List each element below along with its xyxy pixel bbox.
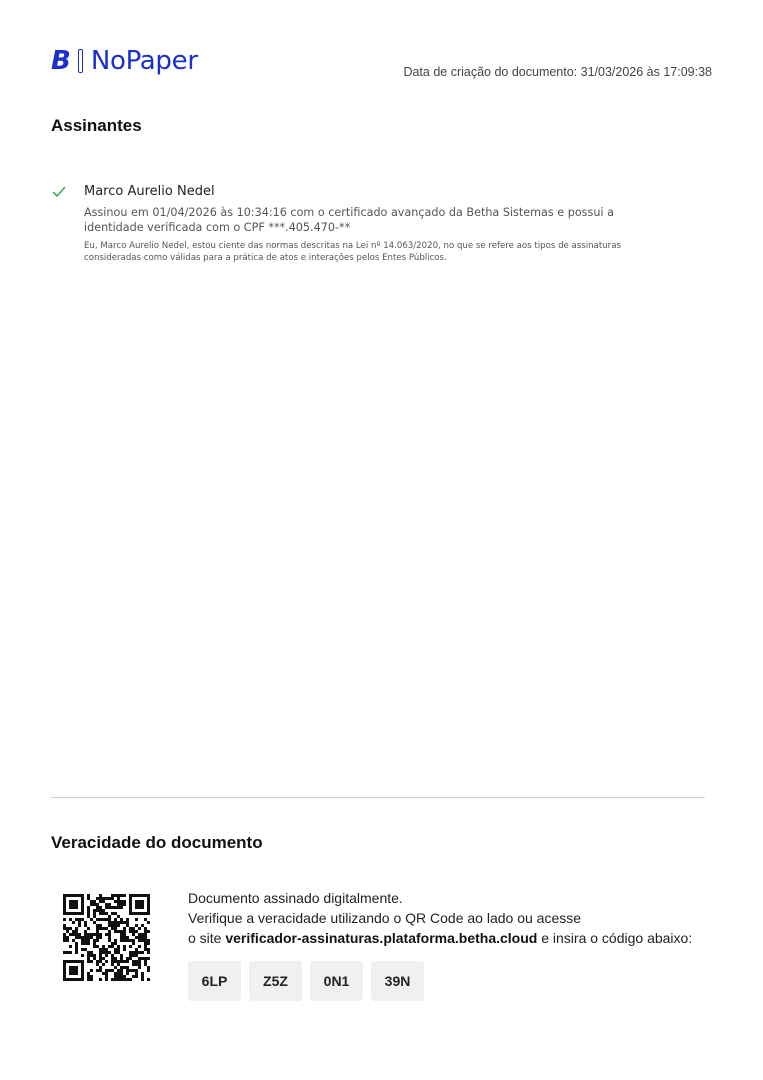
signer-name: Marco Aurelio Nedel [84,184,215,199]
verification-line-3 [188,928,758,948]
verification-line-1: Documento assinado digitalmente. [188,890,403,906]
verification-line-2: Verifique a veracidade utilizando o QR Code ao lado ou acesse [188,910,582,926]
qr-code-icon [63,894,150,981]
signers-title: Assinantes [51,116,142,135]
verification-code: Z5Z [249,961,302,1001]
verification-line-3-prefix: o site [188,930,226,946]
verification-codes [188,961,424,1001]
verification-site-link[interactable]: verificador-assinaturas.plataforma.betha.cloud [225,930,538,946]
verification-line-3-suffix: e insira o código abaixo: [537,930,693,946]
check-icon [51,184,67,200]
veracity-title: Veracidade do documento [51,833,263,852]
signer-legal-note: Eu, Marco Aurelio Nedel, estou ciente das normas descritas na Lei nº 14.063/2020, no que se refere aos tipos de assinaturas consideradas como válidas para a prática de atos e interações pelos Entes Públicos. [84,241,621,263]
nopaper-logo [51,44,198,78]
logo-mark: B [51,46,71,76]
creation-date: Data de criação do documento: 31/03/2026 às 17:09:38 [403,65,712,79]
verification-code: 0N1 [310,961,363,1001]
verification-code: 39N [371,961,424,1001]
verification-text [188,888,758,948]
signer-description: Assinou em 01/04/2026 às 10:34:16 com o certificado avançado da Betha Sistemas e possui a identidade verificada com o CPF ***.405.470-** [84,206,614,234]
logo-text: NoPaper [90,46,198,76]
logo-divider-icon [78,49,83,73]
verification-code: 6LP [188,961,241,1001]
section-divider [51,797,705,798]
